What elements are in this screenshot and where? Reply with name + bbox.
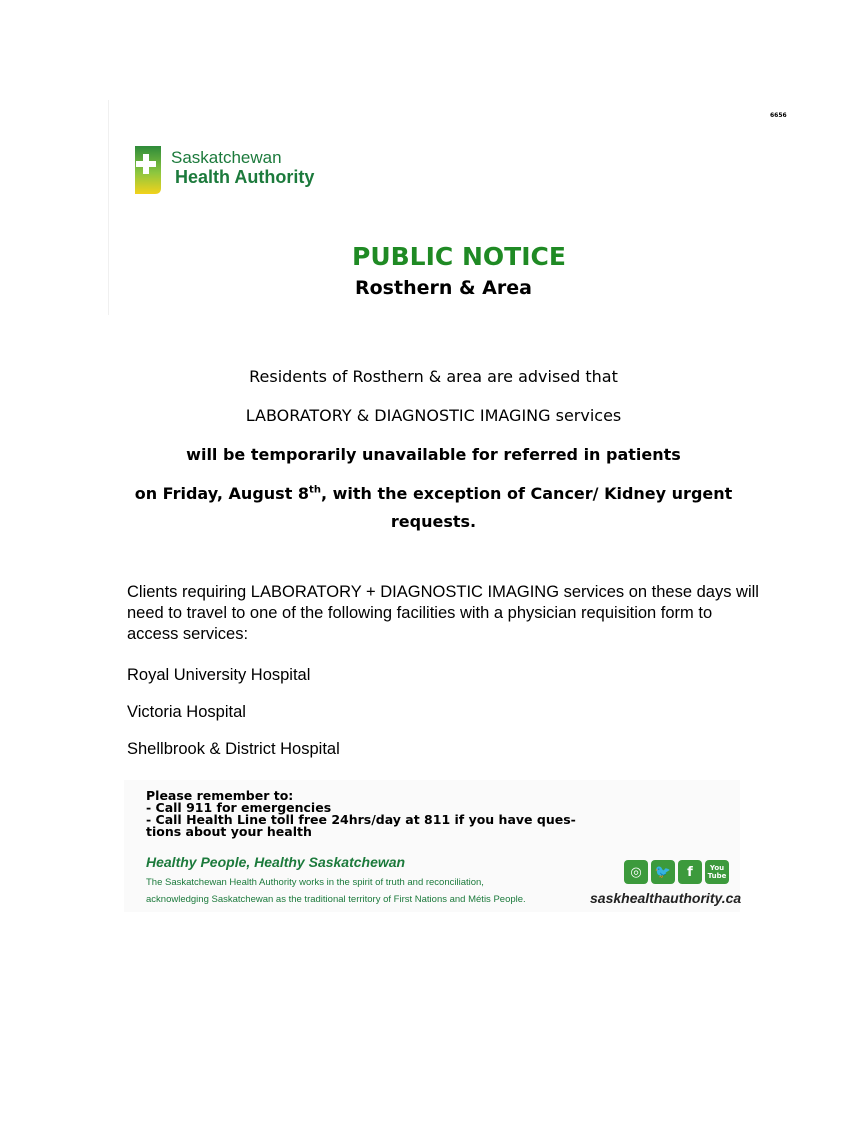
social-icons bbox=[624, 860, 729, 886]
facility-royal-university: Royal University Hospital bbox=[127, 666, 311, 684]
footer-banner bbox=[124, 780, 740, 912]
clients-instructions: Clients requiring LABORATORY + DIAGNOSTIC IMAGING services on these days will need to travel to one of the following facilities with a physician requisition form to access services: bbox=[127, 583, 759, 643]
notice-subtitle: Rosthern & Area bbox=[355, 277, 532, 299]
sha-logo bbox=[131, 144, 331, 196]
advisory-line-3: will be temporarily unavailable for referred in patients bbox=[186, 445, 681, 464]
twitter-icon[interactable]: 🐦 bbox=[651, 860, 675, 884]
reminder-item-healthline: - Call Health Line toll free 24hrs/day at 811 if you have ques- bbox=[146, 812, 576, 827]
advisory-exception: , with the exception of Cancer/ Kidney urgent bbox=[320, 484, 733, 503]
youtube-icon[interactable] bbox=[705, 860, 729, 884]
document-id: 6656 bbox=[770, 112, 787, 119]
notice-title: PUBLIC NOTICE bbox=[352, 242, 566, 271]
instagram-icon[interactable]: ◎ bbox=[624, 860, 648, 884]
reconciliation-statement-1: The Saskatchewan Health Authority works in the spirit of truth and reconciliation, bbox=[146, 877, 484, 888]
logo-text-line1: Saskatchewan bbox=[171, 148, 282, 167]
reminder-item-healthline-cont: tions about your health bbox=[146, 824, 312, 839]
date-ordinal: th bbox=[309, 484, 321, 496]
advisory-line-1: Residents of Rosthern & area are advised that bbox=[249, 367, 618, 386]
sha-logo-icon bbox=[131, 144, 163, 196]
tagline: Healthy People, Healthy Saskatchewan bbox=[146, 854, 406, 870]
logo-text-line2: Health Authority bbox=[175, 167, 315, 187]
reminder-item-911: - Call 911 for emergencies bbox=[146, 800, 332, 815]
advisory-line-4 bbox=[100, 484, 767, 503]
advisory-date-prefix: on Friday, August 8 bbox=[134, 484, 310, 503]
facility-victoria: Victoria Hospital bbox=[127, 703, 246, 721]
reminder-block bbox=[146, 790, 576, 838]
website-link[interactable]: saskhealthauthority.ca bbox=[590, 890, 742, 906]
reconciliation-statement-2: acknowledging Saskatchewan as the traditional territory of First Nations and Métis People. bbox=[146, 894, 526, 905]
advisory-line-2: LABORATORY & DIAGNOSTIC IMAGING services bbox=[245, 406, 622, 425]
reminder-heading: Please remember to: bbox=[146, 788, 294, 803]
facebook-icon[interactable]: f bbox=[678, 860, 702, 884]
youtube-icon-bottom: Tube bbox=[707, 872, 727, 880]
youtube-icon-top: You bbox=[709, 864, 725, 872]
advisory-line-5: requests. bbox=[390, 512, 477, 531]
divider-line bbox=[108, 100, 109, 315]
facility-shellbrook: Shellbrook & District Hospital bbox=[127, 740, 340, 758]
